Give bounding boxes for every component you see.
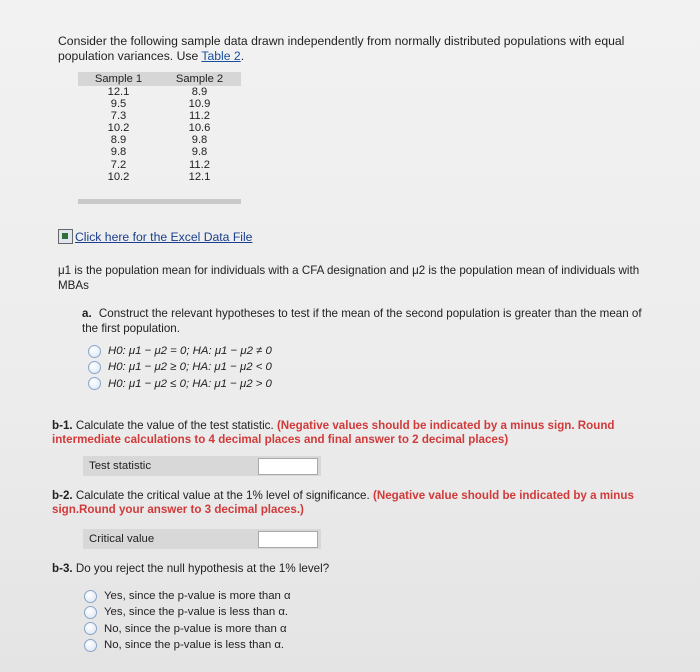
table-row — [78, 134, 241, 146]
cell: 11.2 — [189, 158, 210, 171]
cell: 7.3 — [110, 110, 127, 123]
table-row — [78, 122, 241, 134]
part-b1-note: (Negative values should be indicated by a minus sign. Round intermediate calculations to 4 decimal places and final answer to 2 decimal places) — [52, 419, 615, 446]
cell: 10.6 — [188, 122, 211, 135]
cell: 12.1 — [107, 86, 130, 98]
header-sample-2: Sample 2 — [175, 72, 224, 85]
part-b1-label: b-1. — [52, 419, 73, 432]
radio-button[interactable] — [88, 345, 101, 358]
test-statistic-row — [83, 456, 321, 476]
cell: 8.9 — [191, 86, 208, 98]
reject-option-2[interactable] — [84, 604, 291, 620]
table-header — [78, 72, 241, 86]
cell: 12.1 — [188, 170, 211, 183]
part-b2-label: b-2. — [52, 489, 73, 502]
part-a-question — [82, 306, 642, 336]
table-row — [78, 86, 241, 98]
excel-file-icon — [58, 229, 73, 244]
cell: 9.8 — [110, 146, 127, 159]
table-bottom-bar — [78, 199, 241, 204]
reject-option-3[interactable] — [84, 621, 291, 637]
sample-data-table — [78, 72, 241, 204]
table-row — [78, 146, 241, 158]
cell: 10.9 — [188, 98, 211, 111]
part-b2-question — [52, 489, 652, 517]
test-statistic-label: Test statistic — [89, 460, 152, 472]
option-text: No, since the p-value is less than α. — [104, 639, 285, 652]
radio-button[interactable] — [84, 590, 97, 603]
hypothesis-options — [88, 343, 272, 392]
excel-data-link[interactable] — [58, 229, 252, 244]
intro-text: Consider the following sample data drawn independently from normally distributed populations with equal population variances. Use — [58, 34, 625, 63]
hypothesis-option-2[interactable] — [88, 359, 272, 375]
hypothesis-option-1[interactable] — [88, 343, 272, 359]
radio-button[interactable] — [84, 639, 97, 652]
option-text: Yes, since the p-value is more than α — [104, 590, 291, 602]
radio-button[interactable] — [84, 606, 97, 619]
test-statistic-input[interactable] — [258, 458, 318, 475]
table-row — [78, 159, 241, 171]
cell: 10.2 — [107, 170, 130, 183]
reject-options — [84, 588, 291, 654]
part-b1-text: Calculate the value of the test statistic. — [75, 419, 274, 432]
cell: 8.9 — [110, 134, 127, 147]
critical-value-label: Critical value — [89, 533, 155, 545]
option-text: H0: μ1 − μ2 ≥ 0; HA: μ1 − μ2 < 0 — [108, 361, 272, 374]
part-b3-text: Do you reject the null hypothesis at the 1% level? — [75, 562, 330, 575]
cell: 9.8 — [191, 146, 208, 159]
option-text: H0: μ1 − μ2 = 0; HA: μ1 − μ2 ≠ 0 — [108, 345, 272, 357]
reject-option-4[interactable] — [84, 637, 291, 653]
reject-option-1[interactable] — [84, 588, 291, 604]
cell: 9.8 — [191, 134, 208, 147]
option-text: Yes, since the p-value is less than α. — [104, 606, 289, 619]
intro-end: . — [240, 49, 245, 63]
header-sample-1: Sample 1 — [94, 72, 143, 85]
table-row — [78, 171, 241, 183]
radio-button[interactable] — [84, 622, 97, 635]
cell: 7.2 — [110, 158, 127, 171]
part-b3-label: b-3. — [52, 562, 73, 575]
critical-value-input[interactable] — [258, 531, 318, 548]
part-b1-question — [52, 419, 652, 447]
hypothesis-option-3[interactable] — [88, 376, 272, 392]
cell: 11.2 — [189, 110, 210, 123]
part-b3-question — [52, 562, 652, 576]
excel-link-text[interactable]: Click here for the Excel Data File — [75, 229, 253, 244]
part-b2-text: Calculate the critical value at the 1% level of significance. — [75, 489, 370, 502]
part-a-text: Construct the relevant hypotheses to test if the mean of the second population is greater than the mean of the first population. — [82, 307, 642, 335]
table-2-link[interactable]: Table 2 — [201, 49, 241, 63]
cell: 10.2 — [107, 122, 130, 135]
part-a-label: a. — [82, 307, 92, 320]
option-text: No, since the p-value is more than α — [104, 622, 287, 635]
part-b2-note: (Negative value should be indicated by a minus sign.Round your answer to 3 decimal places.) — [52, 489, 634, 516]
cell: 9.5 — [110, 98, 127, 111]
radio-button[interactable] — [88, 377, 101, 390]
radio-button[interactable] — [88, 361, 101, 374]
intro-paragraph — [58, 34, 648, 64]
population-definition: μ1 is the population mean for individuals with a CFA designation and μ2 is the population mean of individuals with MBAs — [58, 264, 640, 292]
option-text: H0: μ1 − μ2 ≤ 0; HA: μ1 − μ2 > 0 — [108, 377, 272, 390]
table-row — [78, 98, 241, 110]
table-row — [78, 110, 241, 122]
critical-value-row — [83, 529, 321, 549]
